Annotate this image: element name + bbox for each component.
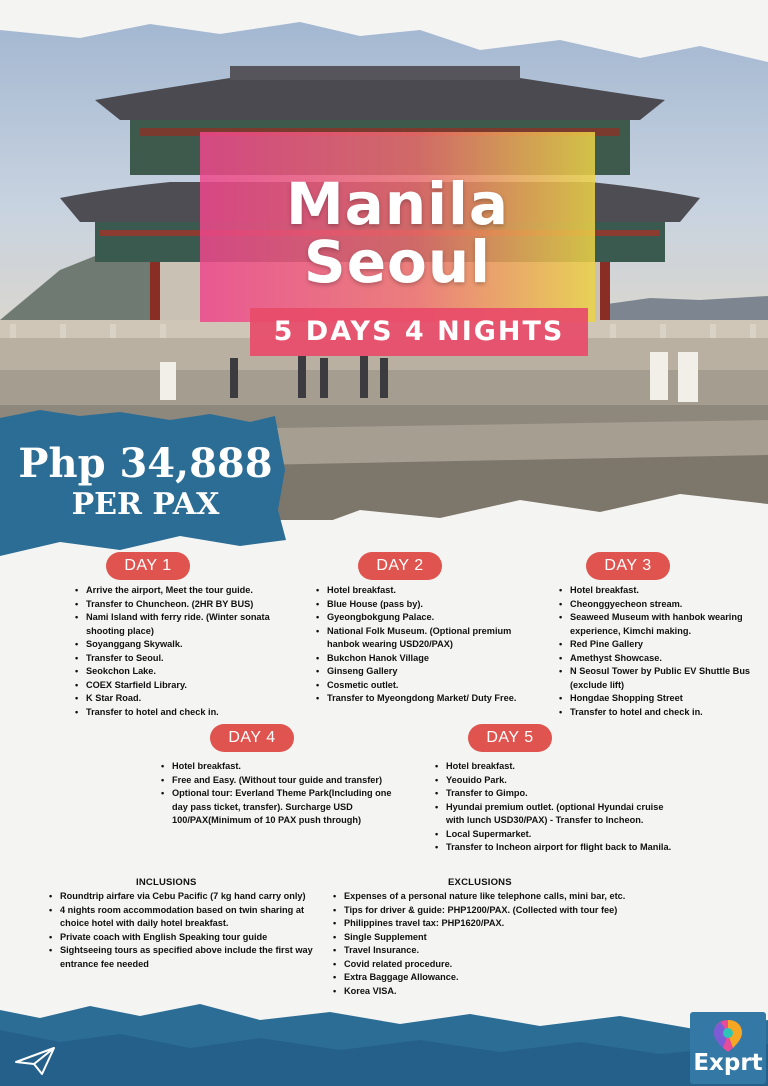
list-item: • Single Supplement	[332, 931, 642, 945]
list-item: • Expenses of a personal nature like telephone calls, mini bar, etc.	[332, 890, 642, 904]
price-unit: PER PAX	[71, 487, 220, 522]
footer-wave	[0, 990, 768, 1086]
day-4-badge: DAY 4	[210, 724, 294, 752]
list-item: • Free and Easy. (Without tour guide and transfer)	[160, 774, 400, 788]
list-item: • Sightseeing tours as specified above include the first way entrance fee needed	[48, 944, 316, 971]
list-item: • Private coach with English Speaking tour guide	[48, 931, 316, 945]
list-item: • Extra Baggage Allowance.	[332, 971, 642, 985]
exclusions-heading: EXCLUSIONS	[448, 877, 512, 888]
list-item: • Hotel breakfast.	[160, 760, 400, 774]
list-item: • Seaweed Museum with hanbok wearing experience, Kimchi making.	[558, 611, 763, 638]
day-3-itinerary	[558, 584, 763, 719]
list-item: • Transfer to hotel and check in.	[558, 706, 763, 720]
list-item: • Cosmetic outlet.	[315, 679, 530, 693]
list-item: • Hyundai premium outlet. (optional Hyundai cruise with lunch USD30/PAX) - Transfer to Incheon.	[434, 801, 674, 828]
duration-badge: 5 DAYS 4 NIGHTS	[250, 308, 588, 356]
list-item: • Hotel breakfast.	[558, 584, 763, 598]
day-2-itinerary	[315, 584, 530, 706]
day-1-badge: DAY 1	[106, 552, 190, 580]
paper-plane-icon	[14, 1046, 56, 1076]
list-item: • K Star Road.	[74, 692, 274, 706]
inclusions-heading: INCLUSIONS	[136, 877, 197, 888]
list-item: • Gyeongbokgung Palace.	[315, 611, 530, 625]
map-pin-icon	[711, 1018, 745, 1054]
list-item: • Nami Island with ferry ride. (Winter sonata shooting place)	[74, 611, 274, 638]
list-item: • Soyanggang Skywalk.	[74, 638, 274, 652]
destination-origin: Manila	[285, 170, 510, 238]
list-item: • Transfer to Seoul.	[74, 652, 274, 666]
day-3-badge: DAY 3	[586, 552, 670, 580]
list-item: • Transfer to Chuncheon. (2HR BY BUS)	[74, 598, 274, 612]
list-item: • Hongdae Shopping Street	[558, 692, 763, 706]
list-item: • Amethyst Showcase.	[558, 652, 763, 666]
list-item: • Bukchon Hanok Village	[315, 652, 530, 666]
list-item: • Korea VISA.	[332, 985, 642, 999]
list-item: • Local Supermarket.	[434, 828, 674, 842]
day-2-badge: DAY 2	[358, 552, 442, 580]
price-amount: Php 34,888	[18, 440, 273, 487]
list-item: • Hotel breakfast.	[315, 584, 530, 598]
list-item: • COEX Starfield Library.	[74, 679, 274, 693]
list-item: • Ginseng Gallery	[315, 665, 530, 679]
list-item: • Transfer to Myeongdong Market/ Duty Free.	[315, 692, 530, 706]
day-1-itinerary	[74, 584, 274, 719]
list-item: • Cheonggyecheon stream.	[558, 598, 763, 612]
list-item: • Transfer to Gimpo.	[434, 787, 674, 801]
list-item: • Seokchon Lake.	[74, 665, 274, 679]
list-item: • Covid related procedure.	[332, 958, 642, 972]
list-item: • Arrive the airport, Meet the tour guide.	[74, 584, 274, 598]
list-item: • Transfer to Incheon airport for flight back to Manila.	[434, 841, 674, 855]
list-item: • Hotel breakfast.	[434, 760, 674, 774]
list-item: • Red Pine Gallery	[558, 638, 763, 652]
list-item: • Transfer to hotel and check in.	[74, 706, 274, 720]
list-item: • Roundtrip airfare via Cebu Pacific (7 kg hand carry only)	[48, 890, 316, 904]
list-item: • Philippines travel tax: PHP1620/PAX.	[332, 917, 642, 931]
list-item: • Optional tour: Everland Theme Park(Including one day pass ticket, transfer). Surcharge USD 100/PAX(Minimum of 10 PAX push through)	[160, 787, 400, 828]
list-item: • Tips for driver & guide: PHP1200/PAX. (Collected with tour fee)	[332, 904, 642, 918]
list-item: • Travel Insurance.	[332, 944, 642, 958]
torn-paper-edge	[0, 0, 768, 70]
destination-target: Seoul	[303, 228, 492, 296]
list-item: • National Folk Museum. (Optional premium hanbok wearing USD20/PAX)	[315, 625, 530, 652]
day-5-badge: DAY 5	[468, 724, 552, 752]
exclusions-list	[332, 890, 642, 998]
list-item: • N Seosul Tower by Public EV Shuttle Bus (exclude lift)	[558, 665, 763, 692]
inclusions-list	[48, 890, 316, 971]
list-item: • Blue House (pass by).	[315, 598, 530, 612]
list-item: • 4 nights room accommodation based on twin sharing at choice hotel with daily hotel breakfast.	[48, 904, 316, 931]
day-5-itinerary	[434, 760, 674, 855]
list-item: • Yeouido Park.	[434, 774, 674, 788]
day-4-itinerary	[160, 760, 400, 828]
brand-logo-text: Exprt	[693, 1050, 763, 1076]
